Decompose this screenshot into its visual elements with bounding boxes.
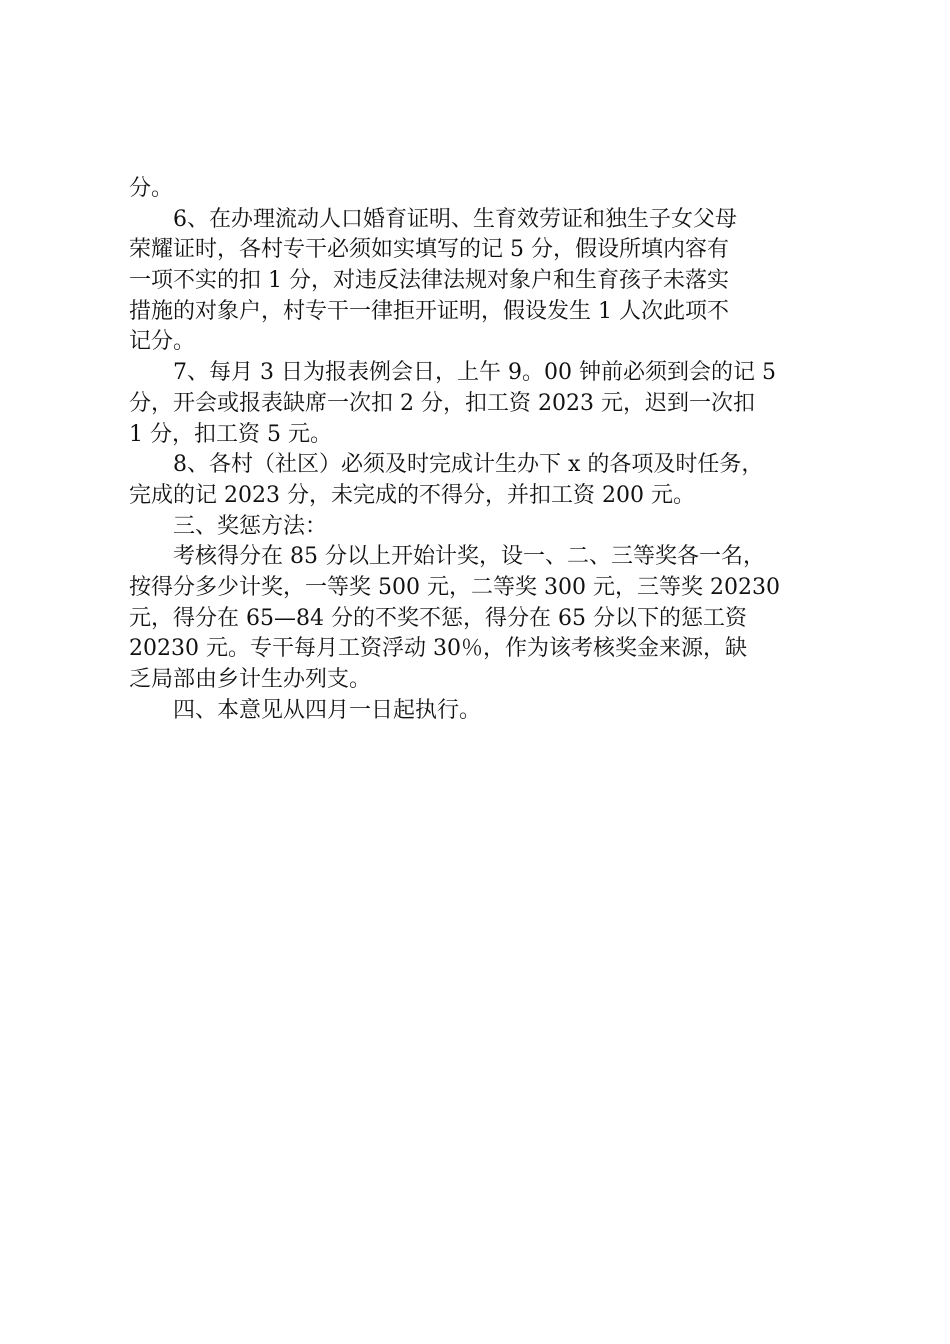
text-line: 1 分，扣工资 5 元。	[129, 421, 332, 447]
text-line: 6、在办理流动人口婚育证明、生育效劳证和独生子女父母	[173, 206, 737, 232]
document-body	[129, 174, 829, 726]
section-heading: 四、本意见从四月一日起执行。	[173, 697, 482, 723]
text-line: 7、每月 3 日为报表例会日，上午 9。00 钟前必须到会的记 5	[173, 360, 776, 386]
text-line: 20230 元。专干每月工资浮动 30％，作为该考核奖金来源，缺	[129, 636, 747, 662]
text-line: 按得分多少计奖，一等奖 500 元，二等奖 300 元，三等奖 20230	[129, 574, 780, 600]
text-line: 8、各村（社区）必须及时完成计生办下 x 的各项及时任务，	[173, 452, 764, 478]
text-line: 元，得分在 65—84 分的不奖不惩，得分在 65 分以下的惩工资	[129, 605, 747, 631]
text-line: 一项不实的扣 1 分，对违反法律法规对象户和生育孩子未落实	[129, 268, 729, 294]
text-line: 荣耀证时，各村专干必须如实填写的记 5 分，假设所填内容有	[129, 237, 729, 263]
text-line: 分。	[129, 176, 174, 201]
text-line: 考核得分在 85 分以上开始计奖，设一、二、三等奖各一名，	[173, 544, 765, 570]
section-heading: 三、奖惩方法：	[173, 513, 328, 539]
text-line: 措施的对象户，村专干一律拒开证明，假设发生 1 人次此项不	[129, 298, 729, 324]
text-line: 记分。	[129, 329, 196, 355]
text-line: 分，开会或报表缺席一次扣 2 分，扣工资 2023 元，迟到一次扣	[129, 390, 755, 416]
text-line: 乏局部由乡计生办列支。	[129, 667, 372, 692]
text-line: 完成的记 2023 分，未完成的不得分，并扣工资 200 元。	[129, 482, 695, 508]
